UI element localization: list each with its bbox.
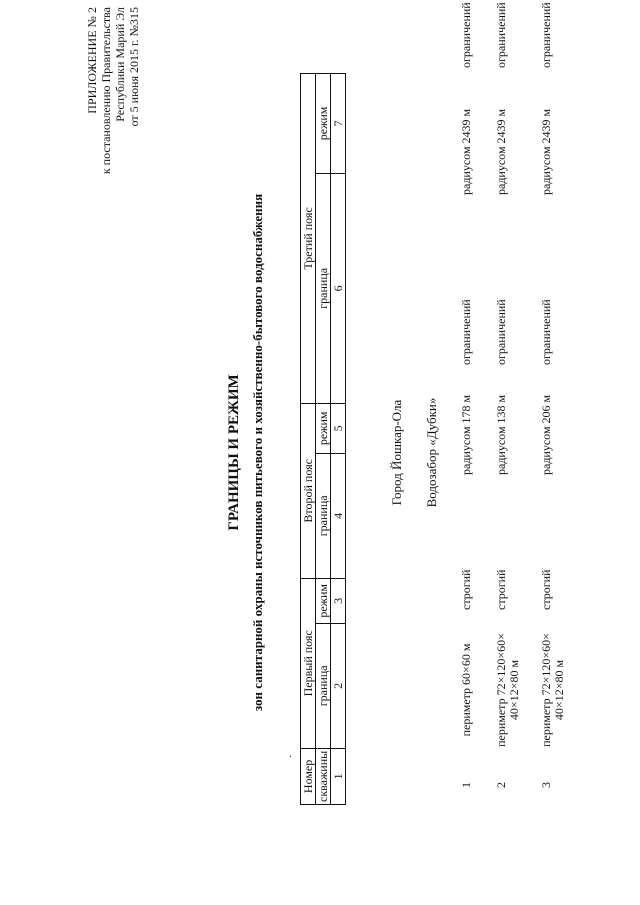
b1-boundary-line1: периметр 72×120×60× <box>494 633 508 747</box>
col-number: 5 <box>331 403 346 453</box>
subheader-well: скважины <box>316 748 331 804</box>
b1-boundary <box>495 620 521 760</box>
b1-boundary-line1: периметр 60×60 м <box>459 643 473 737</box>
subheader-b2-mode: режим <box>316 403 331 453</box>
b1-boundary-line2: 40×12×80 м <box>552 659 566 721</box>
b3-mode: ограничений <box>539 2 553 68</box>
b2-mode: ограничений <box>459 299 473 365</box>
subheader-b3-boundary: граница <box>316 173 331 403</box>
b2-boundary: радиусом 178 м <box>459 394 473 475</box>
b3-boundary: радиусом 2439 м <box>539 108 553 195</box>
table-subheader-row <box>316 74 331 805</box>
col-number: 6 <box>331 173 346 403</box>
b1-boundary-line2: 40×12×80 м <box>507 659 521 721</box>
appendix-republic: Республики Марий Эл <box>113 7 127 122</box>
well-number: 1 <box>459 782 473 788</box>
b1-mode: строгий <box>494 569 508 610</box>
well-number: 3 <box>539 782 553 788</box>
col-number: 4 <box>331 453 346 578</box>
b3-boundary: радиусом 2439 м <box>494 108 508 195</box>
col-number: 1 <box>331 748 346 804</box>
header-second-belt: Второй пояс <box>301 403 316 578</box>
col-number: 2 <box>331 623 346 748</box>
subheader-b3-mode: режим <box>316 74 331 174</box>
table-header-row <box>301 74 316 805</box>
header-well-number: Номер <box>301 748 316 804</box>
b3-boundary: радиусом 2439 м <box>459 108 473 195</box>
table-column-numbers-row <box>331 74 346 805</box>
b2-mode: ограничений <box>539 299 553 365</box>
appendix-date: от 5 июня 2015 г. №315 <box>127 7 141 127</box>
col-number: 7 <box>331 74 346 174</box>
b1-boundary <box>460 620 473 760</box>
col-number: 3 <box>331 578 346 623</box>
appendix-number: ПРИЛОЖЕНИЕ № 2 <box>85 7 99 114</box>
b3-mode: ограничений <box>459 2 473 68</box>
b3-mode: ограничений <box>494 2 508 68</box>
b2-mode: ограничений <box>494 299 508 365</box>
header-first-belt: Первый пояс <box>301 578 316 748</box>
b2-boundary: радиусом 206 м <box>539 394 553 475</box>
b1-boundary <box>540 620 566 760</box>
b1-boundary-line1: периметр 72×120×60× <box>539 633 553 747</box>
b1-mode: строгий <box>459 569 473 610</box>
document-title: ГРАНИЦЫ И РЕЖИМ <box>226 374 242 531</box>
subheader-b1-mode: режим <box>316 578 331 623</box>
appendix-header <box>85 7 141 307</box>
intake-heading: Водозабор «Дубки» <box>424 397 439 508</box>
appendix-reference: к постановлению Правительства <box>99 7 113 175</box>
zones-table <box>300 73 346 805</box>
subheader-b2-boundary: граница <box>316 453 331 578</box>
b2-boundary: радиусом 138 м <box>494 394 508 475</box>
well-number: 2 <box>494 782 508 788</box>
header-third-belt: Третий пояс <box>301 74 316 404</box>
document-subtitle: зон санитарной охраны источников питьевого и хозяйственно-бытового водоснабжения <box>250 193 265 712</box>
city-heading: Город Йошкар-Ола <box>389 399 404 506</box>
stray-mark: · <box>286 754 297 758</box>
subheader-b1-boundary: граница <box>316 623 331 748</box>
b1-mode: строгий <box>539 569 553 610</box>
